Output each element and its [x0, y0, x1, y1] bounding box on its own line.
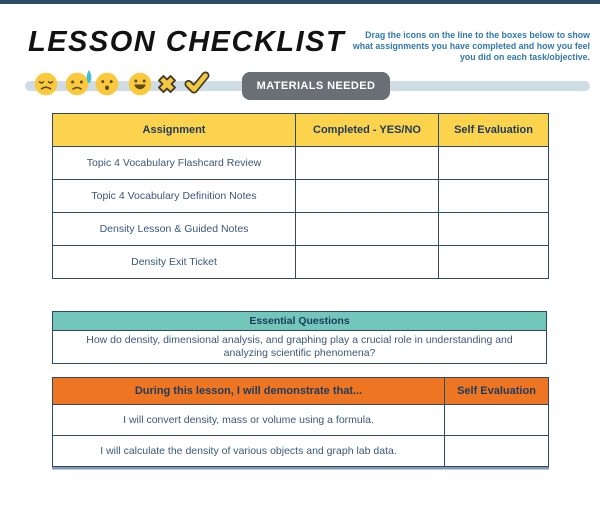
top-accent-bar [0, 0, 600, 4]
assignment-name: Topic 4 Vocabulary Flashcard Review [53, 147, 296, 180]
check-mark-icon[interactable] [183, 71, 211, 100]
self-evaluation-drop-cell[interactable] [439, 147, 549, 180]
essential-question-text: How do density, dimensional analysis, and graphing play a crucial role in understanding and analyzing scientific phenomena? [86, 334, 513, 359]
self-evaluation-drop-cell[interactable] [439, 213, 549, 246]
completed-drop-cell[interactable] [296, 180, 439, 213]
assignment-column-header: Assignment [53, 114, 296, 147]
essential-questions-box [52, 311, 547, 364]
objective-self-evaluation-drop-cell[interactable] [445, 405, 549, 436]
objective-text: I will convert density, mass or volume using a formula. [53, 405, 445, 436]
essential-questions-header: Essential Questions [53, 312, 546, 331]
materials-needed-button[interactable]: MATERIALS NEEDED [242, 72, 390, 100]
assignment-name: Density Lesson & Guided Notes [53, 213, 296, 246]
completed-drop-cell[interactable] [296, 246, 439, 279]
objective-text: I will calculate the density of various objects and graph lab data. [53, 436, 445, 467]
self-evaluation-drop-cell[interactable] [439, 180, 549, 213]
completed-drop-cell[interactable] [296, 147, 439, 180]
completed-drop-cell[interactable] [296, 213, 439, 246]
objectives-self-evaluation-header: Self Evaluation [445, 378, 549, 405]
page-title: LESSON CHECKLIST [28, 26, 346, 58]
assignment-name: Density Exit Ticket [53, 246, 296, 279]
objective-self-evaluation-drop-cell[interactable] [445, 436, 549, 467]
self-evaluation-column-header: Self Evaluation [439, 114, 549, 147]
objectives-header-row [53, 378, 549, 405]
happy-face-emoji-icon[interactable] [128, 72, 152, 96]
assignment-header-row [53, 114, 549, 147]
table-row [53, 213, 549, 246]
assignment-name: Topic 4 Vocabulary Definition Notes [53, 180, 296, 213]
table-row [53, 180, 549, 213]
assignment-table [52, 113, 549, 279]
table-row [53, 147, 549, 180]
sad-face-emoji-icon[interactable] [34, 72, 58, 96]
table-row [53, 246, 549, 279]
tear-drop-icon [85, 70, 93, 85]
completed-column-header: Completed - YES/NO [296, 114, 439, 147]
objectives-column-header: During this lesson, I will demonstrate that... [53, 378, 445, 405]
table-row [53, 436, 549, 467]
instructions-text: Drag the icons on the line to the boxes below to show what assignments you have completed and how you feel you did on each task/objective. [352, 30, 590, 62]
self-evaluation-drop-cell[interactable] [439, 246, 549, 279]
neutral-face-emoji-icon[interactable] [95, 72, 119, 96]
x-mark-icon[interactable] [154, 71, 180, 102]
table-row [53, 405, 549, 436]
objectives-table [52, 377, 549, 467]
